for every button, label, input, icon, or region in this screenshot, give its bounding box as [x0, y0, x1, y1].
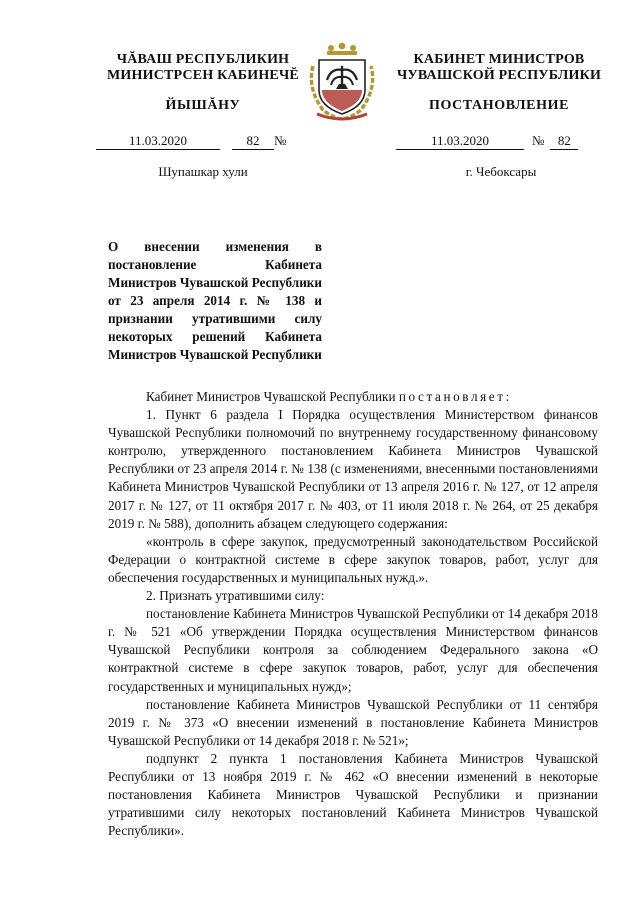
left-number-sign: №	[274, 133, 287, 148]
right-number-sign: №	[532, 133, 545, 148]
preamble	[108, 388, 598, 406]
left-doc-type: ЙЫШĂНУ	[165, 98, 241, 113]
left-number: 82	[232, 133, 274, 150]
right-doc-type: ПОСТАНОВЛЕНИЕ	[428, 98, 570, 113]
right-org-line-2: ЧУВАШСКОЙ РЕСПУБЛИКИ	[396, 68, 602, 83]
paragraph-4: постановление Кабинета Министров Чувашской Республики от 14 декабря 2018 г. № 521 «Об утверждении Порядка осуществления Министерством финансов Чувашской Республики контроля за соблюдением Федерального закона «О контрактной системе в сфере закупок товаров, работ, услуг для обеспечения государственных и муниципальных нужд»;	[108, 606, 598, 694]
right-number: 82	[550, 133, 578, 150]
document-body	[108, 388, 598, 840]
header-left	[96, 52, 310, 84]
left-org-line-2: МИНИСТРСЕН КАБИНЕЧĔ	[107, 68, 299, 83]
paragraph-5: постановление Кабинета Министров Чувашской Республики от 11 сентября 2019 г. № 373 «О внесении изменений в постановление Кабинета Министров Чувашской Республики от 14 декабря 2018 г. № 521»;	[108, 696, 598, 748]
paragraph-3: 2. Признать утратившими силу:	[146, 588, 325, 604]
document-title: О внесении изменения в постановление Кабинета Министров Чувашской Республики от 23 апреля 2014 г. № 138 и признании утратившими силу некоторых решений Кабинета Министров Чувашской Республики	[108, 239, 322, 362]
preamble-verb: постановляет:	[398, 389, 512, 404]
paragraph-1: 1. Пункт 6 раздела I Порядка осуществления Министерством финансов Чувашской Республики полномочий по внутреннему государственному финансовому контролю, утвержденного постановлением Кабинета Министров Чувашской Республики от 23 апреля 2014 г. № 138 (с изменениями, внесенными постановлениями Кабинета Министров Чувашской Республики от 13 апреля 2016 г. № 127, от 12 апреля 2017 г. № 127, от 11 октября 2017 г. № 403, от 11 июля 2018 г. № 264, от 25 декабря 2019 г. № 588), дополнить абзацем следующего содержания:	[108, 407, 598, 531]
left-registration	[96, 133, 286, 150]
right-org-line-1: КАБИНЕТ МИНИСТРОВ	[413, 52, 585, 67]
left-org-line-1: ЧĂВАШ РЕСПУБЛИКИН	[116, 52, 290, 67]
header-right	[384, 52, 614, 84]
right-registration	[396, 133, 578, 150]
preamble-lead: Кабинет Министров Чувашской Республики	[146, 389, 396, 404]
left-city: Шупашкар хули	[158, 164, 248, 179]
paragraph-6: подпункт 2 пункта 1 постановления Кабинета Министров Чувашской Республики от 13 ноября 2019 г. № 462 «О внесении изменений в некоторые постановления Кабинета Министров Чувашской Республики и признании утратившими силу некоторых постановлений Кабинета Министров Чувашской Республики».	[108, 750, 598, 839]
paragraph-2: «контроль в сфере закупок, предусмотренный законодательством Российской Федерации о контрактной системе в сфере закупок товаров, работ, услуг для обеспечения государственных и муниципальных нужд.».	[108, 533, 598, 585]
right-date: 11.03.2020	[396, 133, 524, 150]
chuvash-emblem-icon	[303, 40, 381, 122]
left-date: 11.03.2020	[96, 133, 220, 150]
right-city: г. Чебоксары	[465, 164, 537, 179]
